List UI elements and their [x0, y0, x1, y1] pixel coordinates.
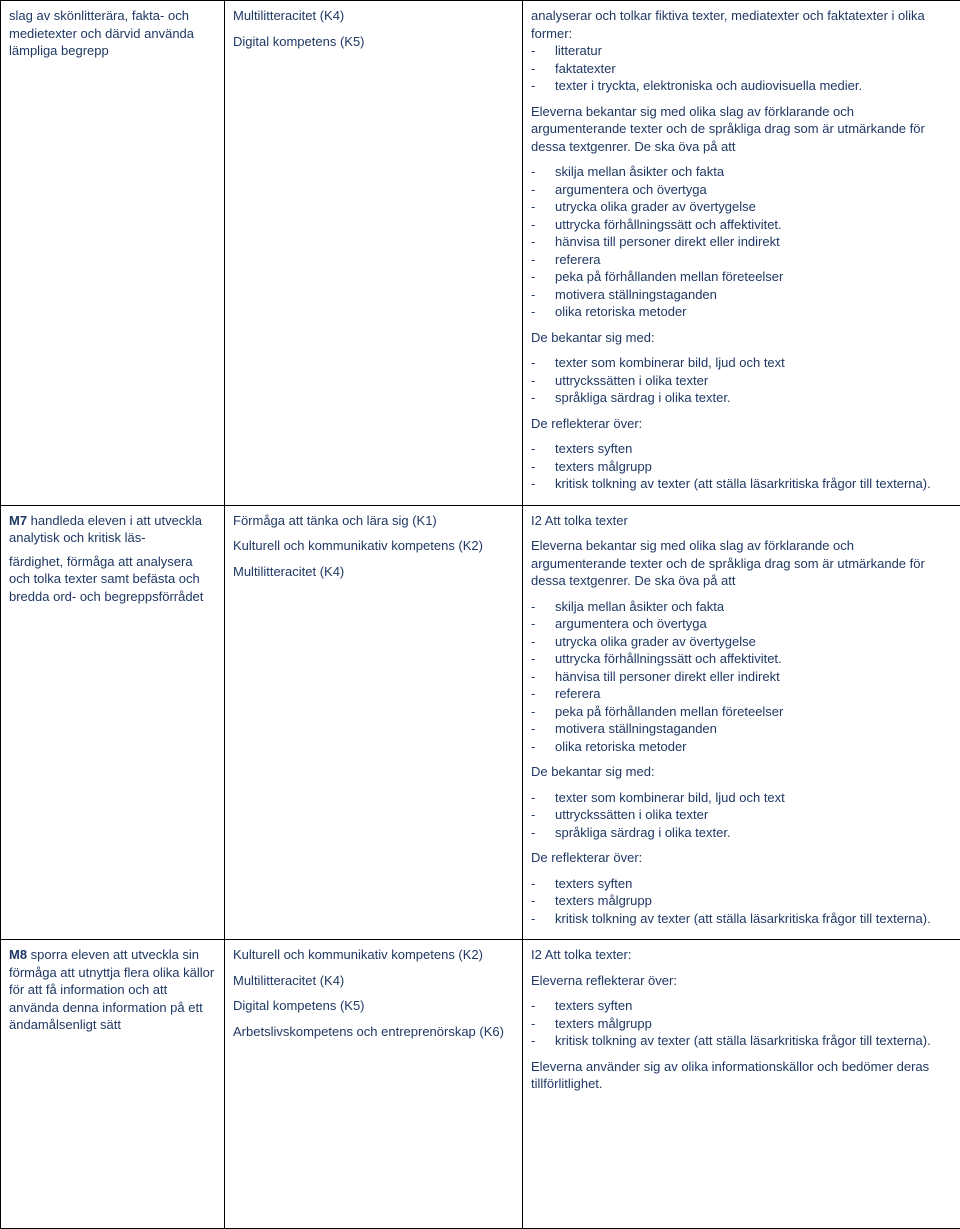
content-intro: analyserar och tolkar fiktiva texter, mediatexter och faktatexter i olika former: [531, 7, 952, 42]
list-item: - texter i tryckta, elektroniska och audiovisuella medier. [531, 77, 952, 95]
list-item: - texters målgrupp [531, 892, 952, 910]
section-heading: I2 Att tolka texter [531, 512, 952, 530]
list-item: - språkliga särdrag i olika texter. [531, 824, 952, 842]
familiar-list [531, 354, 952, 407]
list-item: - utrycka olika grader av övertygelse [531, 633, 952, 651]
list-item: - kritisk tolkning av texter (att ställa läsarkritiska frågor till texterna). [531, 1032, 952, 1050]
competency-item: Digital kompetens (K5) [233, 33, 514, 51]
list-item: - skilja mellan åsikter och fakta [531, 598, 952, 616]
list-item: - argumentera och övertyga [531, 615, 952, 633]
reflect-heading: De reflekterar över: [531, 849, 952, 867]
content-cell [523, 940, 960, 1229]
list-item: - litteratur [531, 42, 952, 60]
reflect-list [531, 875, 952, 928]
content-cell [523, 505, 960, 940]
list-item: - kritisk tolkning av texter (att ställa läsarkritiska frågor till texterna). [531, 910, 952, 928]
list-item: - texters målgrupp [531, 1015, 952, 1033]
competency-item: Multilitteracitet (K4) [233, 972, 514, 990]
goal-cell [1, 1, 225, 506]
list-item: - texters målgrupp [531, 458, 952, 476]
content-cell [523, 1, 960, 506]
table-row-3 [1, 940, 960, 1229]
content-paragraph: Eleverna bekantar sig med olika slag av förklarande och argumenterande texter och de språkliga drag som är utmärkande för dessa textgenrer. De ska öva på att [531, 103, 952, 156]
familiar-heading: De bekantar sig med: [531, 763, 952, 781]
list-item: - peka på förhållanden mellan företeelser [531, 703, 952, 721]
list-item: - texter som kombinerar bild, ljud och text [531, 789, 952, 807]
forms-list [531, 42, 952, 95]
table-row-2 [1, 505, 960, 940]
goal-cell [1, 505, 225, 940]
competency-item: Kulturell och kommunikativ kompetens (K2) [233, 537, 514, 555]
list-item: - motivera ställningstaganden [531, 720, 952, 738]
list-item: - peka på förhållanden mellan företeelser [531, 268, 952, 286]
list-item: - argumentera och övertyga [531, 181, 952, 199]
goal-code: M8 [9, 947, 27, 962]
list-item: - referera [531, 685, 952, 703]
section-heading: I2 Att tolka texter: [531, 946, 952, 964]
competency-item: Multilitteracitet (K4) [233, 563, 514, 581]
list-item: - uttrycka förhållningssätt och affektivitet. [531, 216, 952, 234]
practice-list [531, 163, 952, 321]
goal-cell [1, 940, 225, 1229]
table-row-1 [1, 1, 960, 506]
reflect-list [531, 997, 952, 1050]
reflect-heading: Eleverna reflekterar över: [531, 972, 952, 990]
competency-item: Arbetslivskompetens och entreprenörskap (K6) [233, 1023, 514, 1041]
list-item: - kritisk tolkning av texter (att ställa läsarkritiska frågor till texterna). [531, 475, 952, 493]
goal-code: M7 [9, 513, 27, 528]
goal-text: slag av skönlitterära, fakta- och medietexter och därvid använda lämpliga begrepp [9, 7, 216, 60]
goal-text [9, 512, 216, 547]
list-item: - texters syften [531, 875, 952, 893]
competency-item: Kulturell och kommunikativ kompetens (K2) [233, 946, 514, 964]
list-item: - utrycka olika grader av övertygelse [531, 198, 952, 216]
list-item: - uttryckssätten i olika texter [531, 372, 952, 390]
list-item: - språkliga särdrag i olika texter. [531, 389, 952, 407]
competency-item: Förmåga att tänka och lära sig (K1) [233, 512, 514, 530]
list-item: - hänvisa till personer direkt eller indirekt [531, 233, 952, 251]
goal-description: handleda eleven i att utveckla analytisk och kritisk läs- [9, 513, 202, 546]
competency-cell [225, 1, 523, 506]
list-item: - olika retoriska metoder [531, 738, 952, 756]
goal-text [9, 946, 216, 1034]
goal-description: sporra eleven att utveckla sin förmåga att utnyttja flera olika källor för att få information och att använda denna information på ett ändamålsenligt sätt [9, 947, 214, 1032]
list-item: - skilja mellan åsikter och fakta [531, 163, 952, 181]
reflect-heading: De reflekterar över: [531, 415, 952, 433]
list-item: - hänvisa till personer direkt eller indirekt [531, 668, 952, 686]
list-item: - faktatexter [531, 60, 952, 78]
reflect-list [531, 440, 952, 493]
list-item: - referera [531, 251, 952, 269]
list-item: - uttrycka förhållningssätt och affektivitet. [531, 650, 952, 668]
competency-cell [225, 505, 523, 940]
closing-paragraph: Eleverna använder sig av olika informationskällor och bedömer deras tillförlitlighet. [531, 1058, 952, 1093]
goal-text-continued: färdighet, förmåga att analysera och tolka texter samt befästa och bredda ord- och begreppsförrådet [9, 553, 216, 606]
list-item: - olika retoriska metoder [531, 303, 952, 321]
competency-item: Multilitteracitet (K4) [233, 7, 514, 25]
list-item: - texters syften [531, 997, 952, 1015]
familiar-heading: De bekantar sig med: [531, 329, 952, 347]
list-item: - texter som kombinerar bild, ljud och text [531, 354, 952, 372]
competency-item: Digital kompetens (K5) [233, 997, 514, 1015]
practice-list [531, 598, 952, 756]
list-item: - uttryckssätten i olika texter [531, 806, 952, 824]
familiar-list [531, 789, 952, 842]
list-item: - motivera ställningstaganden [531, 286, 952, 304]
competency-cell [225, 940, 523, 1229]
content-paragraph: Eleverna bekantar sig med olika slag av förklarande och argumenterande texter och de språkliga drag som är utmärkande för dessa textgenrer. De ska öva på att [531, 537, 952, 590]
list-item: - texters syften [531, 440, 952, 458]
